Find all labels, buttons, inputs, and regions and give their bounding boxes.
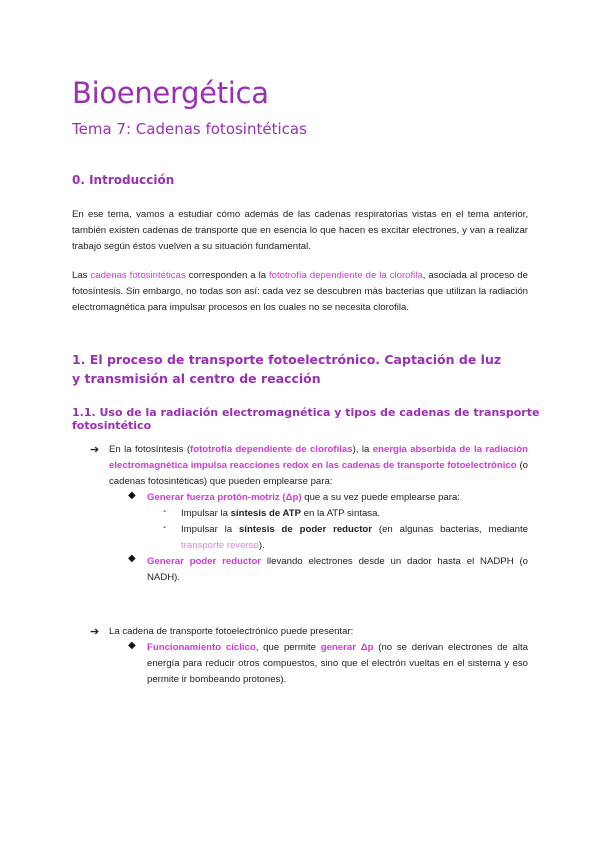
subbullet-generar-poder-reductor <box>147 554 528 586</box>
term-cadenas-fotosinteticas: cadenas fotosintéticas <box>90 270 186 281</box>
doc-title: Bioenergética <box>72 76 269 110</box>
text-run: En la fotosíntesis ( <box>109 444 191 455</box>
intro-paragraph-1: En ese tema, vamos a estudiar cómo además de las cadenas respiratorias vistas en el tema anterior, también existen cadenas de transporte que en esencia lo que hacen es excitar electrones, y van a realizar trabajo según éstos vuelven a su situación fundamental. <box>72 209 528 253</box>
dash-item-atp <box>181 506 528 522</box>
text-run: , que permite <box>255 642 321 653</box>
term-delta-p: Δp <box>285 492 299 503</box>
term-energia-absorbida: energía absorbida de la radiación electromagnética impulsa reacciones redox en las cadenas de transporte fotoelectrónico <box>109 444 528 472</box>
text-run: que a su vez puede emplearse para: <box>301 492 460 503</box>
term-sintesis-atp: síntesis de ATP <box>230 508 301 519</box>
term-fuerza-proton-motriz: Generar fuerza protón-motriz ( <box>147 492 286 503</box>
text-run: (no se derivan electrones de alta energía para reducir otros compuestos, sino que el electrón vueltas en el sistema y eso permite ir bombeando protones). <box>147 642 528 686</box>
term-fototrofia-clorofilas: fototrofía dependiente de clorofilas <box>190 444 353 455</box>
diamond-bullet-icon: ◆ <box>128 490 136 501</box>
section-0-heading: 0. Introducción <box>72 173 175 187</box>
arrow-bullet-icon: ➔ <box>90 626 100 638</box>
term-generar-delta-p: generar Δp <box>320 642 374 653</box>
dash-bullet-icon: - <box>163 522 167 533</box>
text-run: Las <box>72 270 91 281</box>
dash-item-poder-reductor <box>181 522 528 554</box>
intro-paragraph-2 <box>72 268 528 317</box>
arrow-bullet-icon: ➔ <box>90 444 100 456</box>
diamond-bullet-icon: ◆ <box>128 553 136 564</box>
text-run: (o cadenas fotosintéticas) que pueden emplearse para: <box>109 460 529 488</box>
text-run: ), la <box>352 444 373 455</box>
text-run: ) <box>298 492 302 503</box>
text-run: ). <box>258 540 265 552</box>
text-run: (en algunas bacterias, mediante <box>372 524 528 535</box>
subbullet-funcionamiento-ciclico <box>147 640 528 689</box>
bullet-fotosintesis <box>109 442 528 491</box>
text-run: Impulsar la <box>181 524 239 535</box>
text-run: en la ATP sintasa. <box>300 508 381 519</box>
term-funcionamiento-ciclico: Funcionamiento cíclico <box>147 642 256 653</box>
text-run: , asociada al proceso de fotosíntesis. Sin embargo, no todas son así: cada vez se descubren más bacterias que utilizan la radiación electromagnética para impulsar procesos en los cuales no se necesita clorofila. <box>72 270 528 314</box>
subbullet-fuerza-proton-motriz <box>147 490 528 506</box>
term-sintesis-poder-reductor: síntesis de poder reductor <box>238 524 373 535</box>
term-fototrofia: fototrofía dependiente de la clorofila <box>269 270 423 281</box>
section-1-heading: 1. El proceso de transporte fotoelectrónico. Captación de luz y transmisión al centro de reacción <box>72 352 502 386</box>
term-generar-poder-reductor: Generar poder reductor <box>147 556 262 567</box>
term-transporte-reverso: transporte reverso <box>181 540 259 552</box>
text-run: corresponden a la <box>185 270 270 281</box>
section-1-1-heading: 1.1. Uso de la radiación electromagnética y tipos de cadenas de transporte fotosintético <box>72 406 540 432</box>
text-run: llevando electrones desde un dador hasta el NADPH (o NADH). <box>147 556 528 584</box>
text-run: Impulsar la <box>181 508 231 519</box>
doc-subtitle: Tema 7: Cadenas fotosintéticas <box>72 120 307 138</box>
dash-bullet-icon: - <box>163 506 167 517</box>
bullet-cadena-presentar: La cadena de transporte fotoelectrónico puede presentar: <box>109 626 354 637</box>
diamond-bullet-icon: ◆ <box>128 640 136 651</box>
